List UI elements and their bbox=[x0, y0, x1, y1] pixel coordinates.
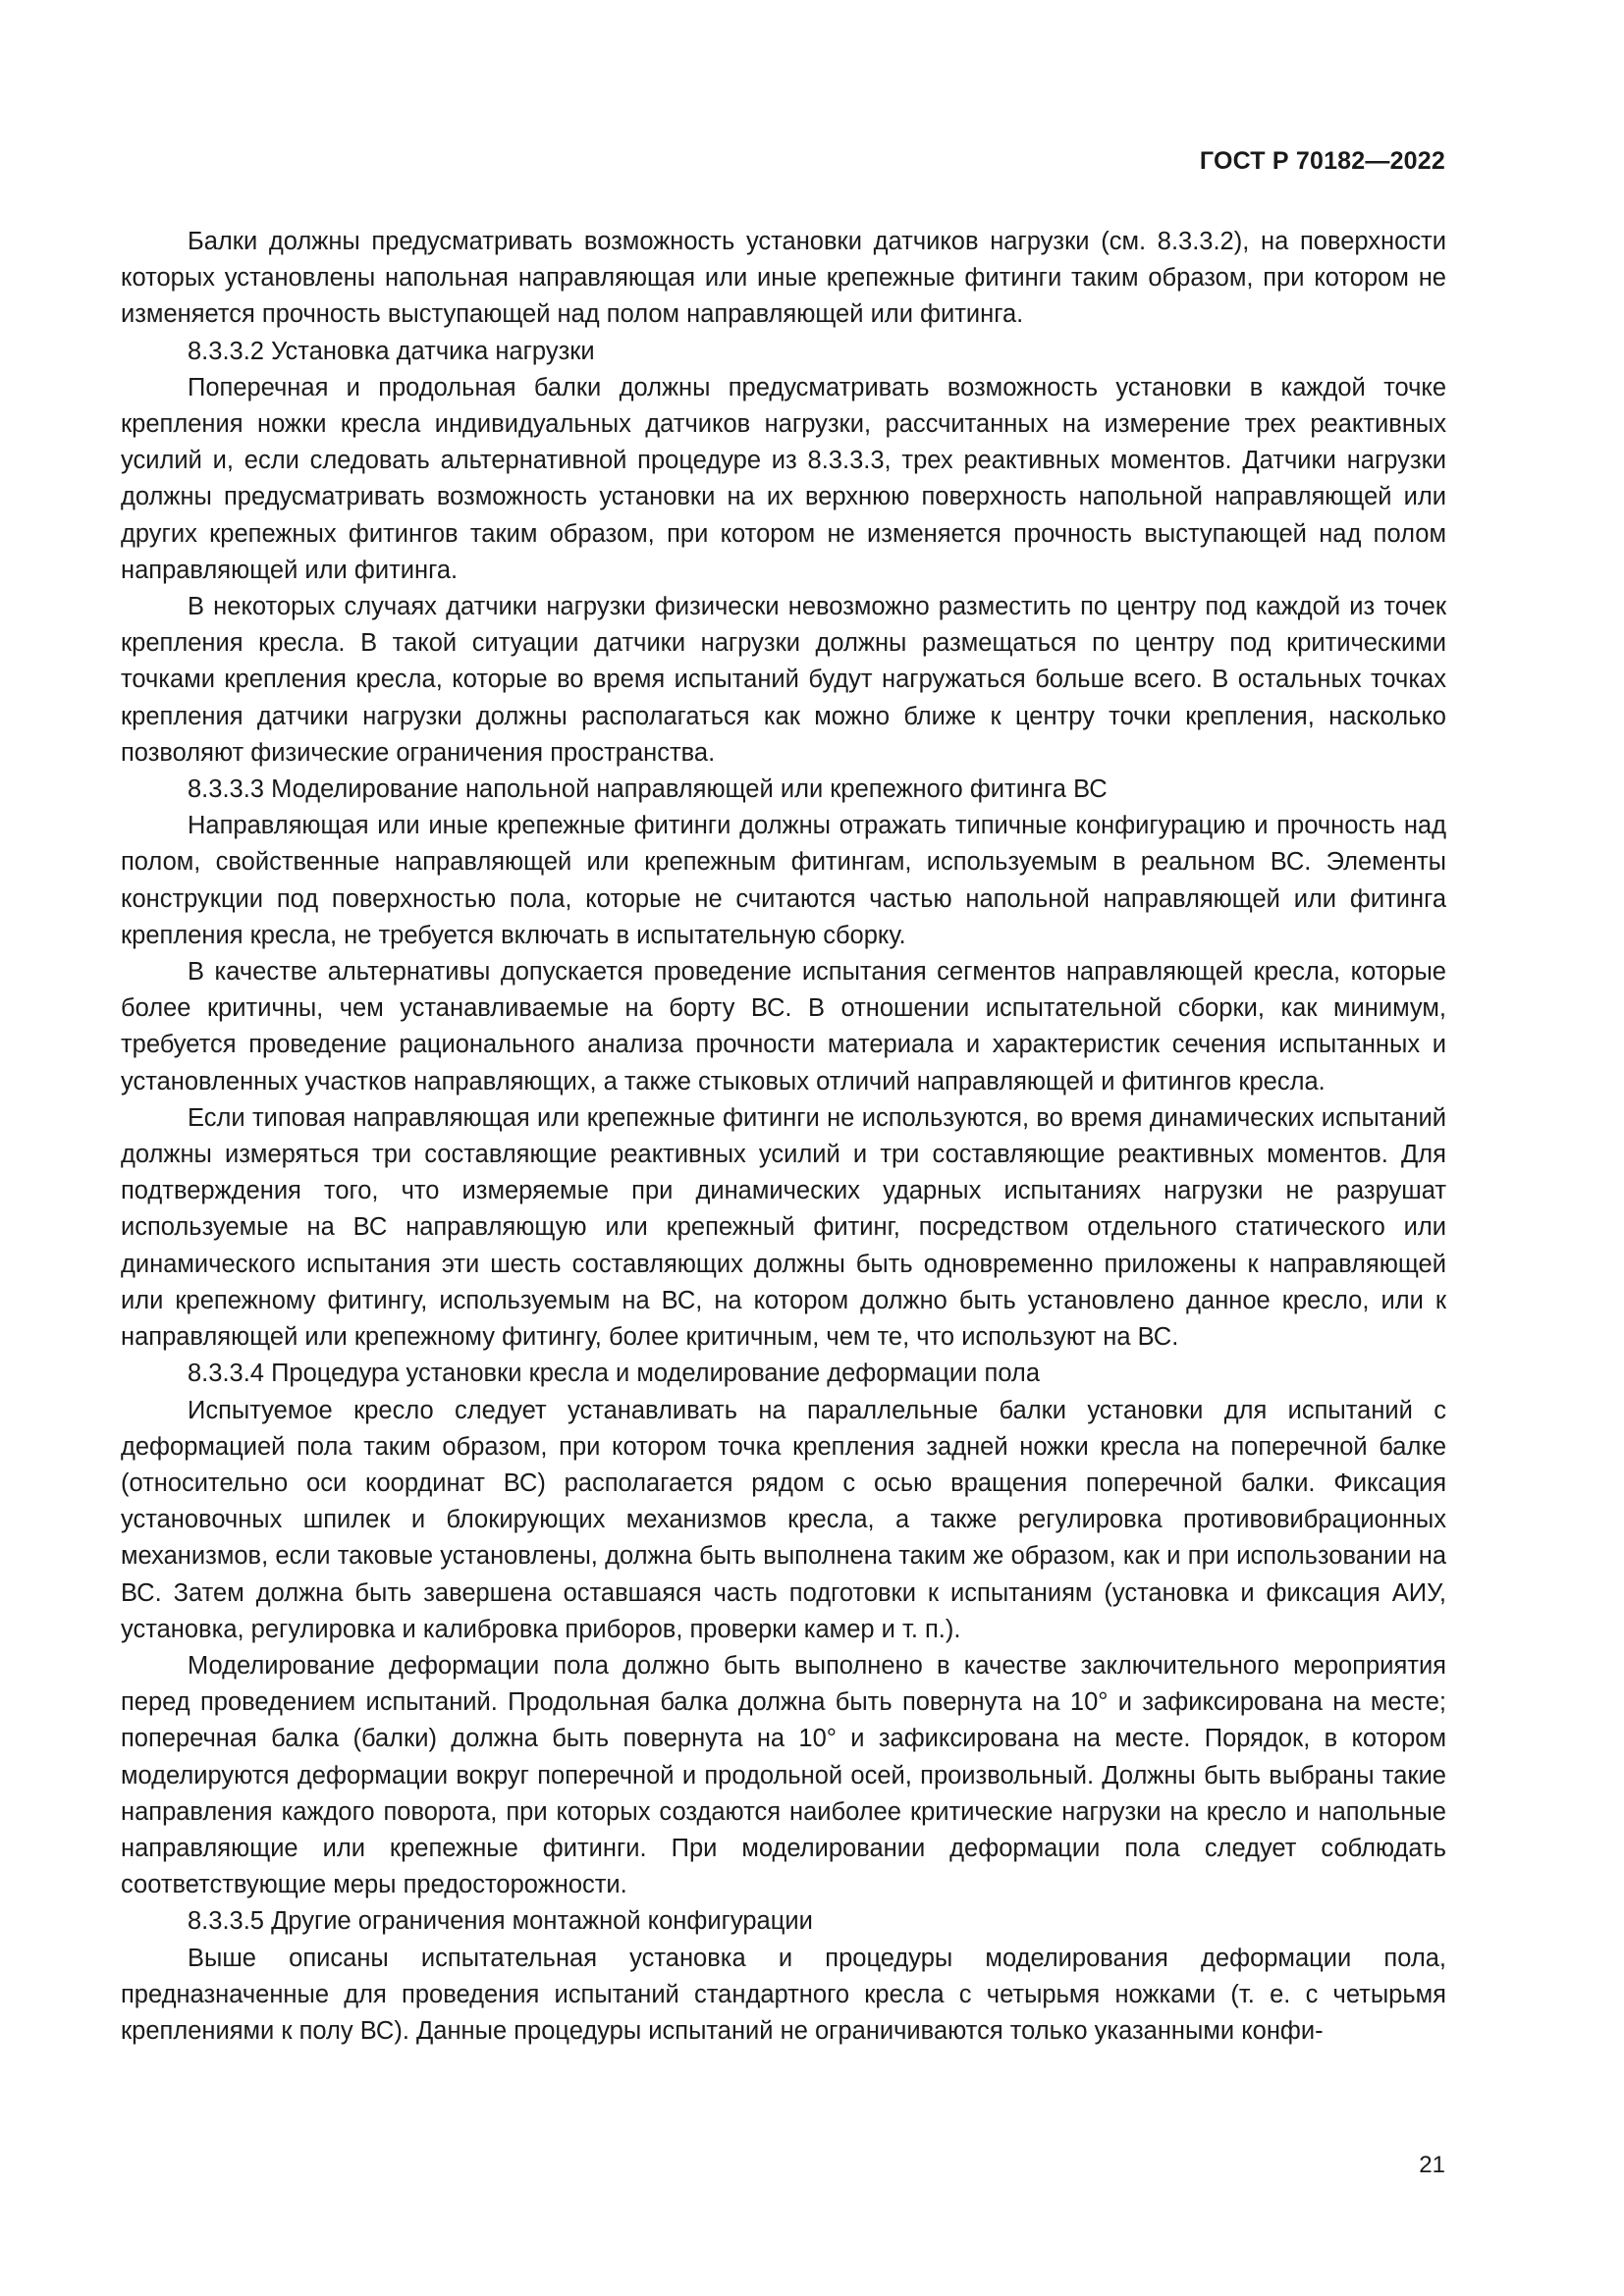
paragraph-beams-load-sensors: Балки должны предусматривать возможность установки датчиков нагрузки (см. 8.3.3.2), на поверхности которых установлены напольная направляющая или иные крепежные фитинги таким образом, при котором не изменяется прочность выступающей над полом направляющей или фитинга. bbox=[121, 228, 1446, 329]
paragraph-non-standard-track: Если типовая направляющая или крепежные фитинги не используются, во время динамических испытаний должны измеряться три составляющие реактивных усилий и три составляющие реактивных моментов. Для подтверждения того, что измеряемые при динамических ударных испытаниях нагрузки не разрушат используемые на ВС направляющую или крепежный фитинг, посредством отдельного статического или динамического испытания эти шесть составляющих должны быть одновременно приложены к направляющей или крепежному фитингу, используемым на ВС, на котором должно быть установлено данное кресло, или к направляющей или крепежному фитингу, более критичным, чем те, что используют на ВС. bbox=[121, 1103, 1446, 1352]
document-body bbox=[121, 224, 1446, 2050]
paragraph-load-sensor-installation: Поперечная и продольная балки должны предусматривать возможность установки в каждой точке крепления ножки кресла индивидуальных датчиков нагрузки, рассчитанных на измерение трех реактивных усилий и, если следовать альтернативной процедуре из 8.3.3.3, трех реактивных моментов. Датчики нагрузки должны предусматривать возможность установки на их верхнюю поверхность напольной направляющей или других крепежных фитингов таким образом, при котором не изменяется прочность выступающей над полом направляющей или фитинга. bbox=[121, 373, 1446, 584]
section-heading-8-3-3-4: 8.3.3.4 Процедура установки кресла и моделирование деформации пола bbox=[188, 1360, 1040, 1388]
paragraph-alternative-segments: В качестве альтернативы допускается проведение испытания сегментов направляющей кресла, которые более критичны, чем устанавливаемые на борту ВС. В отношении испытательной сборки, как минимум, требуется проведение рационального анализа прочности материала и характеристик сечения испытанных и установленных участков направляющих, а также стыковых отличий направляющей и фитингов кресла. bbox=[121, 958, 1446, 1095]
paragraph-sensor-placement: В некоторых случаях датчики нагрузки физически невозможно разместить по центру под каждой из точек крепления кресла. В такой ситуации датчики нагрузки должны размещаться по центру под критическими точками крепления кресла, которые во время испытаний будут нагружаться больше всего. В остальных точках крепления датчики нагрузки должны располагаться как можно ближе к центру точки крепления, насколько позволяют физические ограничения пространства. bbox=[121, 593, 1446, 767]
paragraph-other-limitations: Выше описаны испытательная установка и процедуры моделирования деформации пола, предназначенные для проведения испытаний стандартного кресла с четырьмя ножками (т. е. с четырьмя креплениями к полу ВС). Данные процедуры испытаний не ограничиваются только указанными конфи- bbox=[121, 1944, 1446, 2045]
paragraph-seat-installation: Испытуемое кресло следует устанавливать на параллельные балки установки для испытаний с деформацией пола таким образом, при котором точка крепления задней ножки кресла на поперечной балке (относительно оси координат ВС) располагается рядом с осью вращения поперечной балки. Фиксация установочных шпилек и блокирующих механизмов кресла, а также регулировка противовибрационных механизмов, если таковые установлены, должна быть выполнена таким же образом, как и при использовании на ВС. Затем должна быть завершена оставшаяся часть подготовки к испытаниям (установка и фиксация АИУ, установка, регулировка и калибровка приборов, проверки камер и т. п.). bbox=[121, 1396, 1446, 1643]
section-heading-8-3-3-2: 8.3.3.2 Установка датчика нагрузки bbox=[188, 337, 595, 365]
paragraph-track-fittings: Направляющая или иные крепежные фитинги должны отражать типичные конфигурацию и прочность над полом, свойственные направляющей или крепежным фитингам, используемым в реальном ВС. Элементы конструкции под поверхностью пола, которые не считаются частью напольной направляющей или фитинга крепления кресла, не требуется включать в испытательную сборку. bbox=[121, 812, 1446, 949]
section-heading-8-3-3-5: 8.3.3.5 Другие ограничения монтажной конфигурации bbox=[188, 1907, 813, 1936]
paragraph-floor-deformation: Моделирование деформации пола должно быть выполнено в качестве заключительного мероприятия перед проведением испытаний. Продольная балка должна быть повернута на 10° и зафиксирована на месте; поперечная балка (балки) должна быть повернута на 10° и зафиксирована на месте. Порядок, в котором моделируются деформации вокруг поперечной и продольной осей, произвольный. Должны быть выбраны такие направления каждого поворота, при которых создаются наиболее критические нагрузки на кресло и напольные направляющие или крепежные фитинги. При моделировании деформации пола следует соблюдать соответствующие меры предосторожности. bbox=[121, 1651, 1446, 1899]
section-heading-8-3-3-3: 8.3.3.3 Моделирование напольной направляющей или крепежного фитинга ВС bbox=[188, 775, 1108, 804]
standard-number-header: ГОСТ Р 70182—2022 bbox=[1199, 147, 1445, 175]
page-number: 21 bbox=[1419, 2152, 1445, 2178]
